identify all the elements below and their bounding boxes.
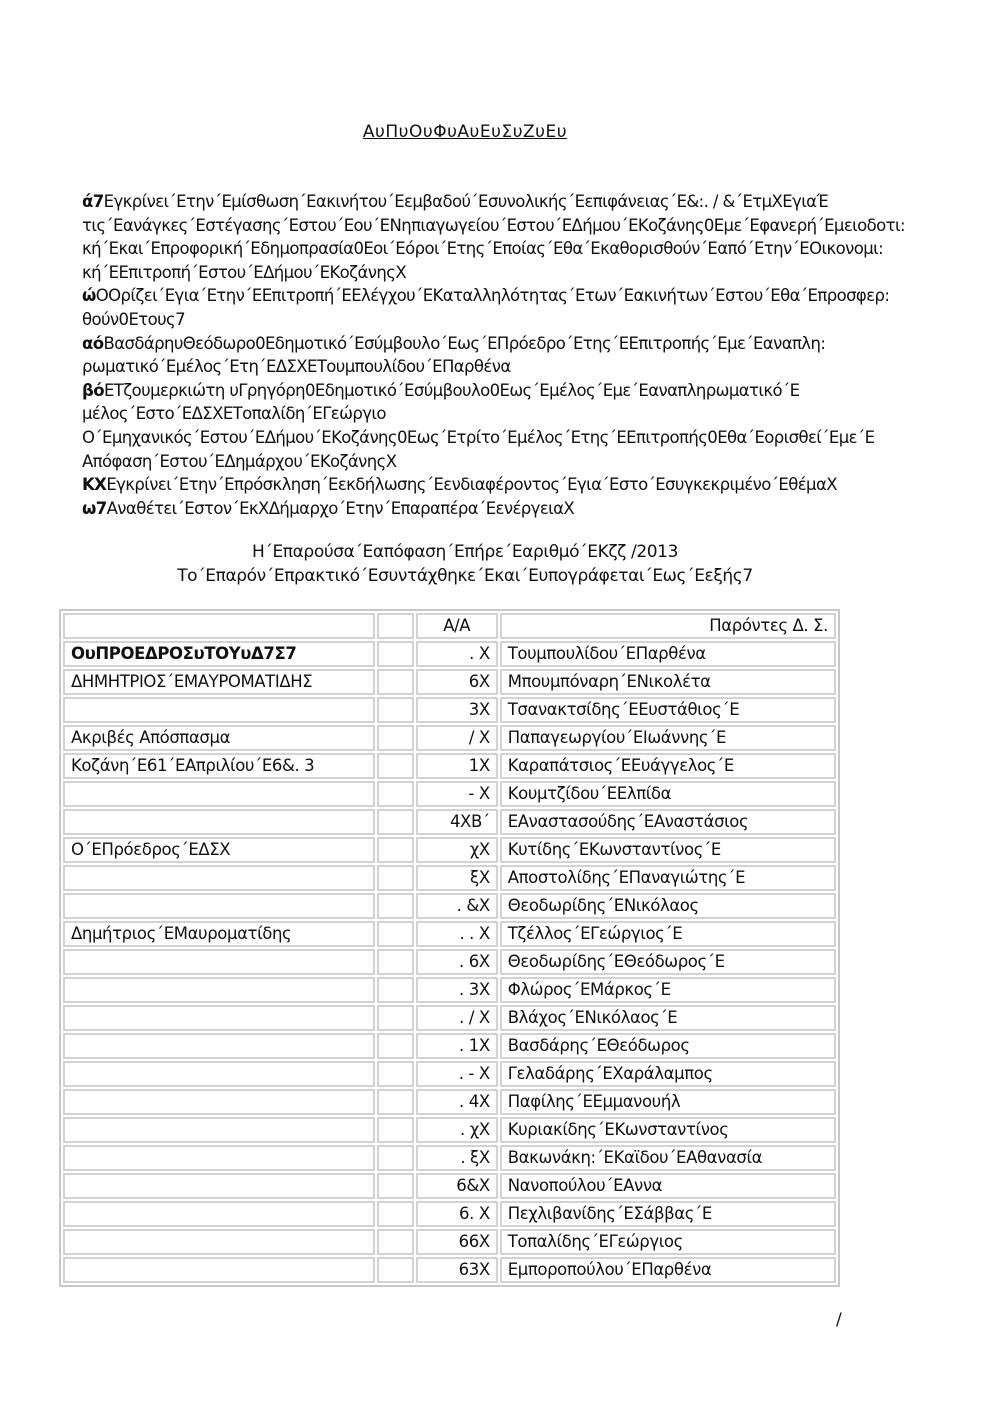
paragraph-line: κή΄Εκαι΄Επροφορική΄Εδημοπρασία0Εοι΄Εόροι΄Ετης΄Εποίας΄Εθα΄Εκαθορισθούν΄Εαπό΄Ετην΄ΕΟικονομι: xyxy=(82,239,884,259)
member-name-cell: Μπουμπόναρη΄ΕΝικολέτα xyxy=(500,669,836,695)
left-cell: Δημήτριος΄ΕΜαυροματίδης xyxy=(63,921,375,947)
serial-number-cell: - Χ xyxy=(416,781,498,807)
decision-heading: ΑυΠυΟυΦυΑυΕυΣυΖυΕυ xyxy=(362,122,568,142)
empty-cell xyxy=(377,1229,414,1255)
table-row xyxy=(63,1145,836,1171)
item-marker: βό xyxy=(82,380,104,400)
table-row xyxy=(63,1033,836,1059)
serial-number-cell: . 3Χ xyxy=(416,977,498,1003)
paragraph-line: θούν0Ετους7 xyxy=(82,309,186,329)
left-cell: Ο΄ΕΠρόεδρος΄ΕΔΣΧ xyxy=(63,837,375,863)
empty-cell xyxy=(377,1257,414,1283)
closing-statement xyxy=(0,540,930,588)
table-row xyxy=(63,1117,836,1143)
serial-number-cell: 6Χ xyxy=(416,669,498,695)
left-cell: ΔΗΜΗΤΡΙΟΣ΄ΕΜΑΥΡΟΜΑΤΙΔΗΣ xyxy=(63,669,375,695)
paragraph-line: ά7Εγκρίνει΄Ετην΄Εμίσθωση΄Εακινήτου΄Εεμβαδού΄Εσυνολικής΄Εεπιφάνειας΄Ε&:. / &΄ΕτμΧΕγιαΈ xyxy=(82,192,829,211)
empty-cell xyxy=(377,1061,414,1087)
serial-number-cell: 4ΧΒ΄ xyxy=(416,809,498,835)
member-name-cell: Τσανακτσίδης΄ΕΕυστάθιος΄Ε xyxy=(500,697,836,723)
member-name-cell: Εμποροπούλου΄ΕΠαρθένα xyxy=(500,1257,836,1283)
serial-number-cell: . 6Χ xyxy=(416,949,498,975)
paragraph-line: βόΕΤζουμερκιώτη υΓρηγόρη0Εδημοτικό΄Εσύμβουλο0Εως΄Εμέλος΄Εμε΄Εαναπληρωματικό΄Ε xyxy=(82,380,800,400)
member-name-cell: Φλώρος΄ΕΜάρκος΄Ε xyxy=(500,977,836,1003)
serial-number-cell: . 1Χ xyxy=(416,1033,498,1059)
decision-number-line: Η΄Επαρούσα΄Εαπόφαση΄Επήρε΄Εαριθμό΄ΕΚζζ /2013 xyxy=(251,542,679,562)
table-row xyxy=(63,865,836,891)
empty-cell xyxy=(377,1173,414,1199)
paragraph-line: ΚΧΕγκρίνει΄Ετην΄Επρόσκληση΄Εεκδήλωσης΄Εενδιαφέροντος΄Εγια΄Εστο΄Εσυγκεκριμένο΄ΕθέμαΧ xyxy=(82,475,837,495)
table-row xyxy=(63,641,836,667)
empty-cell xyxy=(377,921,414,947)
table-row xyxy=(63,781,836,807)
left-cell xyxy=(63,1117,375,1143)
empty-cell xyxy=(377,1117,414,1143)
member-name-cell: Παπαγεωργίου΄ΕΙωάννης΄Ε xyxy=(500,725,836,751)
left-cell xyxy=(63,949,375,975)
serial-number-cell: . . Χ xyxy=(416,921,498,947)
serial-number-cell: . χΧ xyxy=(416,1117,498,1143)
serial-number-cell: ξΧ xyxy=(416,865,498,891)
table-row xyxy=(63,1173,836,1199)
empty-cell xyxy=(377,893,414,919)
member-name-cell: Κουμτζίδου΄ΕΕλπίδα xyxy=(500,781,836,807)
left-cell xyxy=(63,697,375,723)
left-cell xyxy=(63,977,375,1003)
table-row xyxy=(63,753,836,779)
paragraph-line: αόΒασδάρηυΘεόδωρο0Εδημοτικό΄Εσύμβουλο΄Εως΄ΕΠρόεδρο΄Ετης΄ΕΕπιτροπής΄Εμε΄Εαναπλη: xyxy=(82,333,826,353)
left-cell xyxy=(63,1229,375,1255)
member-name-cell: Βασδάρης΄ΕΘεόδωρος xyxy=(500,1033,836,1059)
member-name-cell: Βακωνάκη:΄ΕΚαϊδου΄ΕΑθανασία xyxy=(500,1145,836,1171)
left-cell: ΟυΠΡΟΕΔΡΟΣυΤΟΥυΔ7Σ7 xyxy=(63,641,375,667)
paragraph-line: μέλος΄Εστο΄ΕΔΣΧΕΤοπαλίδη΄ΕΓεώργιο xyxy=(82,404,386,424)
empty-cell xyxy=(377,977,414,1003)
table-row xyxy=(63,1257,836,1283)
table-row xyxy=(63,949,836,975)
empty-cell xyxy=(377,1201,414,1227)
table-row xyxy=(63,725,836,751)
empty-cell xyxy=(377,641,414,667)
left-cell xyxy=(63,1033,375,1059)
member-name-cell: Κυριακίδης΄ΕΚωνσταντίνος xyxy=(500,1117,836,1143)
left-cell: Κοζάνη΄Ε61΄ΕΑπριλίου΄Ε6&. 3 xyxy=(63,753,375,779)
item-marker: ΚΧ xyxy=(82,475,107,495)
item-marker: ά7 xyxy=(82,192,104,211)
left-cell xyxy=(63,1257,375,1283)
table-row xyxy=(63,1201,836,1227)
member-name-cell: Θεοδωρίδης΄ΕΝικόλαος xyxy=(500,893,836,919)
serial-number-cell: 63Χ xyxy=(416,1257,498,1283)
item-marker: ω7 xyxy=(82,498,107,518)
table-row xyxy=(63,837,836,863)
table-row xyxy=(63,697,836,723)
serial-number-cell: . ξΧ xyxy=(416,1145,498,1171)
empty-cell xyxy=(377,669,414,695)
table-row xyxy=(63,809,836,835)
left-cell: Ακριβές Απόσπασμα xyxy=(63,725,375,751)
empty-cell xyxy=(377,837,414,863)
left-cell xyxy=(63,1201,375,1227)
left-cell xyxy=(63,1089,375,1115)
left-cell xyxy=(63,1005,375,1031)
empty-cell xyxy=(377,949,414,975)
page-number: / xyxy=(836,1310,842,1330)
member-name-cell: Τζέλλος΄ΕΓεώργιος΄Ε xyxy=(500,921,836,947)
empty-cell xyxy=(377,697,414,723)
member-name-cell: Θεοδωρίδης΄ΕΘεόδωρος΄Ε xyxy=(500,949,836,975)
serial-number-cell: / Χ xyxy=(416,725,498,751)
decision-body xyxy=(82,190,905,520)
empty-cell xyxy=(377,781,414,807)
paragraph-line: ω7Αναθέτει΄Εστον΄ΕκΧΔήμαρχο΄Ετην΄Επαραπέρα΄ΕενέργειαΧ xyxy=(82,498,575,518)
serial-number-cell: 6&Χ xyxy=(416,1173,498,1199)
serial-number-cell: . &Χ xyxy=(416,893,498,919)
member-name-cell: Κυτίδης΄ΕΚωνσταντίνος΄Ε xyxy=(500,837,836,863)
empty-cell xyxy=(377,725,414,751)
paragraph-line: Απόφαση΄Εστου΄ΕΔημάρχου΄ΕΚοζάνηςΧ xyxy=(82,451,397,471)
header-left-cell xyxy=(63,613,375,639)
header-present-members: Παρόντες Δ. Σ. xyxy=(500,613,836,639)
left-cell xyxy=(63,1061,375,1087)
serial-number-cell: . / Χ xyxy=(416,1005,498,1031)
left-cell xyxy=(63,1145,375,1171)
paragraph-line: τις΄Εανάγκες΄Εστέγασης΄Εστου΄Εου΄ΕΝηπιαγωγείου΄Εστου΄ΕΔήμου΄ΕΚοζάνης0Εμε΄Εφανερή΄Εμειοδοτι: xyxy=(82,215,905,235)
serial-number-cell: . - Χ xyxy=(416,1061,498,1087)
serial-number-cell: 66Χ xyxy=(416,1229,498,1255)
empty-cell xyxy=(377,1089,414,1115)
empty-cell xyxy=(377,1005,414,1031)
paragraph-line: ώΟΟρίζει΄Εγια΄Ετην΄ΕΕπιτροπή΄ΕΕλέγχου΄ΕΚαταλληλότητας΄Ετων΄Εακινήτων΄Εστου΄Εθα΄Επροσφερ: xyxy=(82,286,890,306)
table-row xyxy=(63,1089,836,1115)
member-name-cell: Παφίλης΄ΕΕμμανουήλ xyxy=(500,1089,836,1115)
serial-number-cell: 1Χ xyxy=(416,753,498,779)
paragraph-line: κή΄ΕΕπιτροπή΄Εστου΄ΕΔήμου΄ΕΚοζάνηςΧ xyxy=(82,262,407,282)
member-name-cell: Καραπάτσιος΄ΕΕυάγγελος΄Ε xyxy=(500,753,836,779)
table-row xyxy=(63,921,836,947)
left-cell xyxy=(63,893,375,919)
empty-cell xyxy=(377,753,414,779)
table-row xyxy=(63,1229,836,1255)
empty-cell xyxy=(377,1145,414,1171)
empty-cell xyxy=(377,809,414,835)
paragraph-line: ρωματικό΄Εμέλος΄Ετη΄ΕΔΣΧΕΤουμπουλίδου΄ΕΠαρθένα xyxy=(82,357,511,377)
table-row xyxy=(63,669,836,695)
item-marker: ώ xyxy=(82,286,96,306)
serial-number-cell: χΧ xyxy=(416,837,498,863)
member-name-cell: Νανοπούλου΄ΕΑννα xyxy=(500,1173,836,1199)
empty-cell xyxy=(377,865,414,891)
table-row xyxy=(63,1061,836,1087)
member-name-cell: Βλάχος΄ΕΝικόλαος΄Ε xyxy=(500,1005,836,1031)
attendance-table xyxy=(59,609,840,1287)
member-name-cell: Αποστολίδης΄ΕΠαναγιώτης΄Ε xyxy=(500,865,836,891)
serial-number-cell: . Χ xyxy=(416,641,498,667)
serial-number-cell: . 4Χ xyxy=(416,1089,498,1115)
left-cell xyxy=(63,781,375,807)
table-row xyxy=(63,1005,836,1031)
member-name-cell: Γελαδάρης΄ΕΧαράλαμπος xyxy=(500,1061,836,1087)
signature-line: Το΄Επαρόν΄Επρακτικό΄Εσυντάχθηκε΄Εκαι΄Ευπογράφεται΄Εως΄Εεξής7 xyxy=(177,566,753,586)
table-header-row xyxy=(63,613,836,639)
member-name-cell: ΕΑναστασούδης΄ΕΑναστάσιος xyxy=(500,809,836,835)
serial-number-cell: 3Χ xyxy=(416,697,498,723)
left-cell xyxy=(63,809,375,835)
member-name-cell: Τουμπουλίδου΄ΕΠαρθένα xyxy=(500,641,836,667)
member-name-cell: Τοπαλίδης΄ΕΓεώργιος xyxy=(500,1229,836,1255)
header-serial-number: Α/Α xyxy=(416,613,498,639)
empty-cell xyxy=(377,1033,414,1059)
table-row xyxy=(63,977,836,1003)
item-marker: αό xyxy=(82,333,104,353)
left-cell xyxy=(63,865,375,891)
header-mid-cell xyxy=(377,613,414,639)
left-cell xyxy=(63,1173,375,1199)
member-name-cell: Πεχλιβανίδης΄ΕΣάββας΄Ε xyxy=(500,1201,836,1227)
table-row xyxy=(63,893,836,919)
serial-number-cell: 6. Χ xyxy=(416,1201,498,1227)
paragraph-line: Ο΄Εμηχανικός΄Εστου΄ΕΔήμου΄ΕΚοζάνης0Εως΄Ετρίτο΄Εμέλος΄Ετης΄ΕΕπιτροπής0Εθα΄Εορισθεί΄Εμε΄Ε xyxy=(82,427,875,447)
